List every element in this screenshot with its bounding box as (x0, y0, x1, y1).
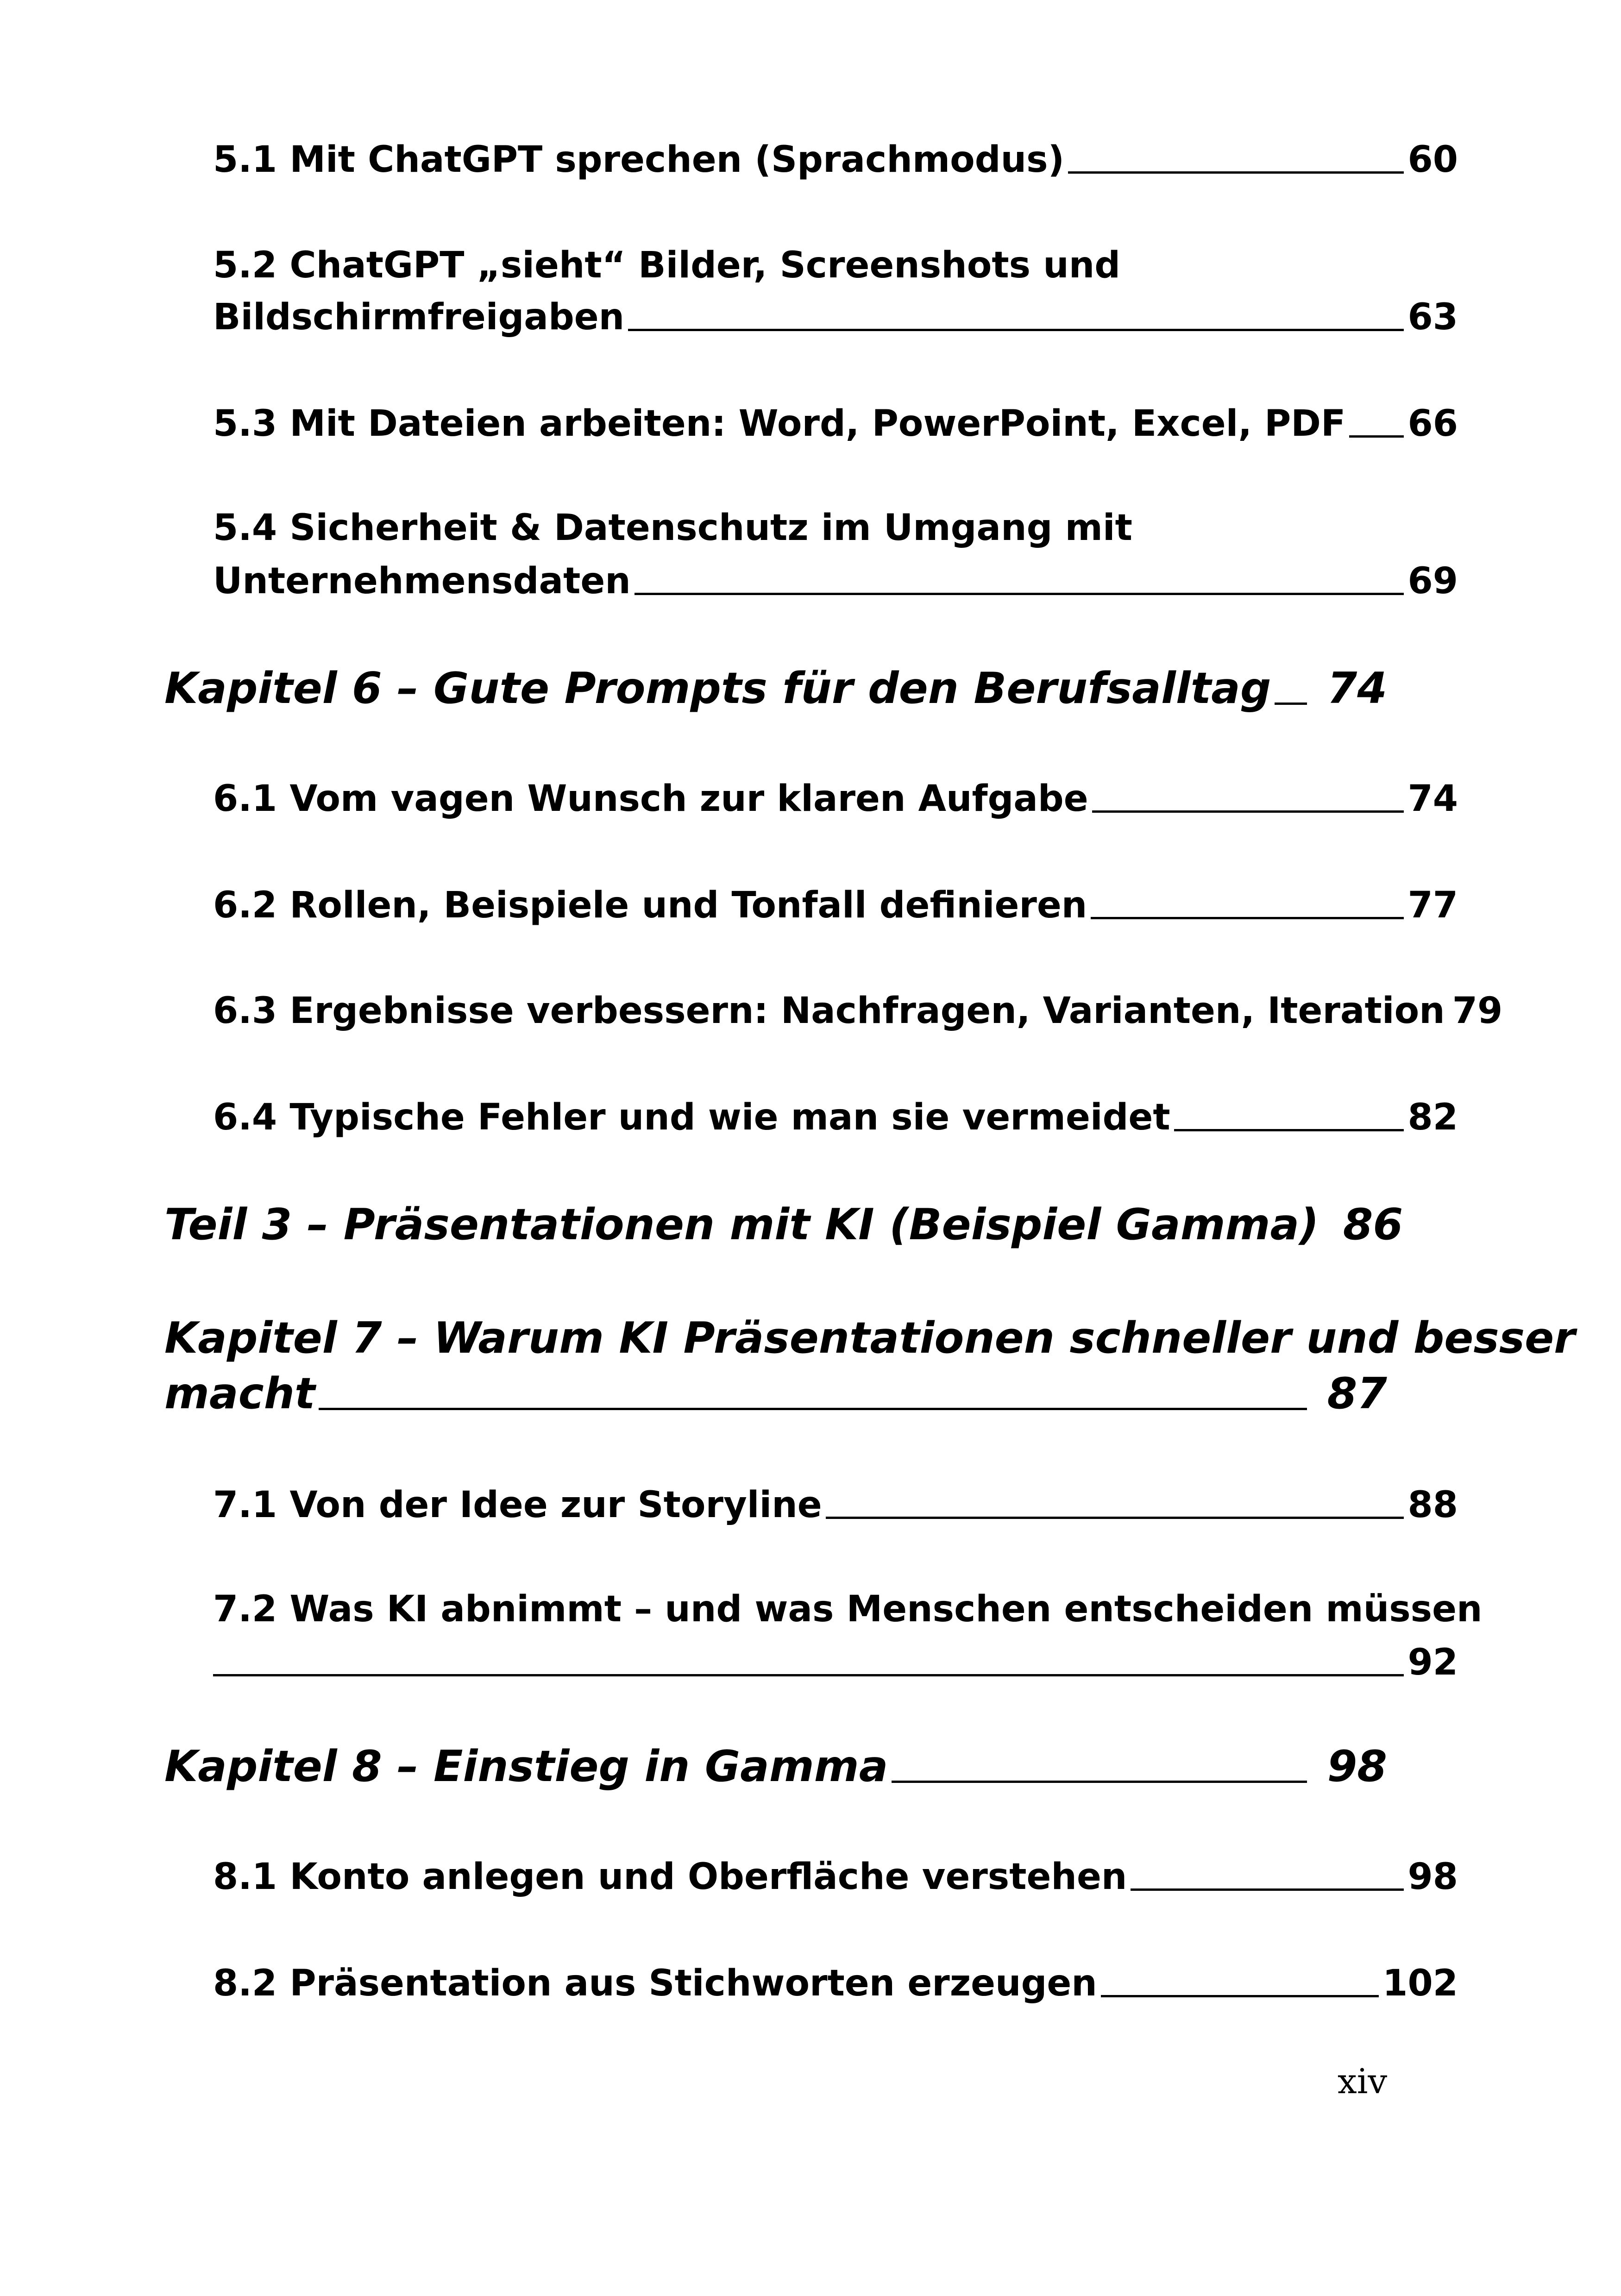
toc-entry-5-2-line1: 5.2 ChatGPT „sieht“ Bilder, Screenshots und (213, 245, 1121, 286)
toc-page-number: 69 (1407, 560, 1458, 602)
toc-leader-line (826, 1517, 1404, 1519)
toc-leader-line (628, 329, 1404, 331)
toc-leader-line (1101, 1995, 1379, 1997)
toc-entry-8-1 (213, 1856, 1458, 1898)
toc-entry-title: 5.3 Mit Dateien arbeiten: Word, PowerPoint, Excel, PDF (213, 403, 1346, 445)
toc-entry-6-3 (213, 990, 1503, 1032)
toc-leader-line (892, 1781, 1307, 1783)
toc-entry-5-4 (213, 560, 1458, 602)
toc-page-number: 88 (1407, 1484, 1458, 1526)
toc-page-number: 92 (1407, 1642, 1458, 1683)
toc-leader-line (213, 1674, 1404, 1676)
toc-page-number: 63 (1407, 296, 1458, 338)
toc-entry-8-2 (213, 1963, 1458, 2004)
toc-entry-6-2 (213, 885, 1458, 926)
toc-entry-7-2 (213, 1642, 1458, 1683)
toc-entry-6-1 (213, 778, 1458, 820)
toc-page-number: 79 (1452, 990, 1503, 1032)
page-number: xiv (1338, 2062, 1388, 2102)
toc-page-number: 98 (1407, 1856, 1458, 1898)
toc-entry-title: 8.2 Präsentation aus Stichworten erzeugen (213, 1963, 1097, 2004)
toc-page-number: 98 (1327, 1741, 1387, 1791)
toc-chapter-6 (164, 663, 1387, 713)
toc-page-number: 87 (1327, 1368, 1387, 1418)
toc-page-number: 74 (1407, 778, 1458, 820)
toc-page-number: 77 (1407, 885, 1458, 926)
toc-page-number: 86 (1343, 1199, 1403, 1249)
toc-part-3 (164, 1199, 1403, 1249)
toc-leader-line (1068, 171, 1404, 174)
toc-page-number: 74 (1327, 663, 1387, 713)
toc-entry-title: 6.2 Rollen, Beispiele und Tonfall definieren (213, 885, 1087, 926)
toc-entry-title: 6.3 Ergebnisse verbessern: Nachfragen, Varianten, Iteration (213, 990, 1445, 1032)
toc-page-number: 60 (1407, 139, 1458, 181)
toc-page-number: 82 (1407, 1097, 1458, 1138)
toc-leader-line (635, 593, 1404, 595)
toc-leader-line (319, 1408, 1307, 1410)
toc-page-number: 102 (1382, 1963, 1458, 2004)
toc-leader-line (1174, 1129, 1404, 1131)
toc-page-number: 66 (1407, 403, 1458, 445)
toc-entry-7-2-line1: 7.2 Was KI abnimmt – und was Menschen entscheiden müssen (213, 1588, 1483, 1630)
toc-entry-title: Unternehmensdaten (213, 560, 631, 602)
toc-leader-line (1092, 810, 1404, 813)
toc-leader-line (1275, 703, 1307, 705)
toc-entry-title: 7.1 Von der Idee zur Storyline (213, 1484, 822, 1526)
toc-entry-5-3 (213, 403, 1458, 445)
toc-entry-title: Bildschirmfreigaben (213, 296, 625, 338)
toc-entry-title: 6.1 Vom vagen Wunsch zur klaren Aufgabe (213, 778, 1088, 820)
toc-entry-title: Kapitel 6 – Gute Prompts für den Berufsalltag (164, 663, 1271, 713)
toc-leader-line (1131, 1888, 1404, 1891)
toc-entry-title: 8.1 Konto anlegen und Oberfläche verstehen (213, 1856, 1127, 1898)
toc-entry-5-1 (213, 139, 1458, 181)
toc-chapter-7 (164, 1368, 1387, 1418)
toc-entry-5-2 (213, 296, 1458, 338)
toc-entry-title: 5.1 Mit ChatGPT sprechen (Sprachmodus) (213, 139, 1065, 181)
toc-entry-title: Teil 3 – Präsentationen mit KI (Beispiel Gamma) (164, 1199, 1319, 1249)
toc-entry-7-1 (213, 1484, 1458, 1526)
toc-chapter-7-line1: Kapitel 7 – Warum KI Präsentationen schneller und besser (164, 1313, 1576, 1363)
toc-entry-title: Kapitel 8 – Einstieg in Gamma (164, 1741, 888, 1791)
toc-entry-title: 6.4 Typische Fehler und wie man sie vermeidet (213, 1097, 1170, 1138)
toc-entry-title: macht (164, 1368, 315, 1418)
toc-leader-line (1349, 435, 1404, 438)
toc-entry-6-4 (213, 1097, 1458, 1138)
toc-chapter-8 (164, 1741, 1387, 1791)
toc-leader-line (1091, 917, 1404, 919)
toc-entry-5-4-line1: 5.4 Sicherheit & Datenschutz im Umgang mit (213, 507, 1132, 549)
